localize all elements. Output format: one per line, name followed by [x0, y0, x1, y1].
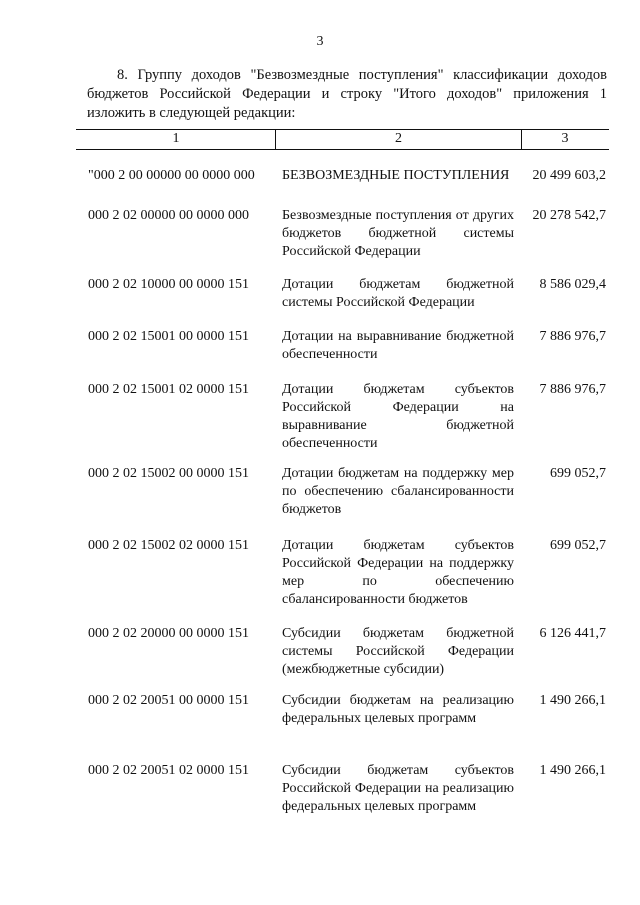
table-header-top-rule	[76, 129, 609, 130]
column-header-1: 1	[172, 131, 180, 146]
table-body	[0, 167, 640, 842]
intro-paragraph	[87, 66, 607, 123]
row-name: Субсидии бюджетам бюджетной системы Российской Федерации (межбюджетные субсидии)	[282, 626, 514, 677]
row-name: Дотации бюджетам субъектов Российской Федерации на поддержку мер по обеспечению сбалансированности бюджетов	[282, 538, 514, 607]
row-name: Дотации на выравнивание бюджетной обеспеченности	[282, 329, 514, 362]
row-code: 000 2 02 20051 00 0000 151	[88, 693, 249, 708]
row-code: 000 2 02 15001 02 0000 151	[88, 382, 249, 397]
table-row	[0, 625, 640, 692]
table-row	[0, 692, 640, 762]
row-amount: 7 886 976,7	[539, 382, 606, 397]
row-name: БЕЗВОЗМЕЗДНЫЕ ПОСТУПЛЕНИЯ	[282, 168, 510, 183]
table-row	[0, 762, 640, 842]
table-row	[0, 207, 640, 276]
table-row	[0, 328, 640, 381]
row-amount: 7 886 976,7	[539, 329, 606, 344]
table-row	[0, 381, 640, 465]
row-amount: 699 052,7	[550, 538, 606, 553]
row-code: 000 2 02 15002 00 0000 151	[88, 466, 249, 481]
row-code: "000 2 00 00000 00 0000 000	[88, 168, 255, 183]
row-code: 000 2 02 10000 00 0000 151	[88, 277, 249, 292]
row-code: 000 2 02 20051 02 0000 151	[88, 763, 249, 778]
table-row	[0, 276, 640, 328]
row-amount: 20 278 542,7	[532, 208, 606, 223]
column-header-3: 3	[561, 131, 569, 146]
row-name: Дотации бюджетам бюджетной системы Российской Федерации	[282, 277, 514, 310]
table-row	[0, 167, 640, 207]
table-header	[76, 131, 609, 148]
row-name: Дотации бюджетам на поддержку мер по обеспечению сбалансированности бюджетов	[282, 466, 514, 517]
table-header-bottom-rule	[76, 149, 609, 150]
row-code: 000 2 02 15001 00 0000 151	[88, 329, 249, 344]
row-name: Субсидии бюджетам субъектов Российской Федерации на реализацию федеральных целевых программ	[282, 763, 514, 814]
row-name: Безвозмездные поступления от других бюджетов бюджетной системы Российской Федерации	[282, 208, 514, 259]
row-amount: 699 052,7	[550, 466, 606, 481]
table-row	[0, 537, 640, 625]
row-code: 000 2 02 00000 00 0000 000	[88, 208, 249, 223]
column-header-2: 2	[395, 131, 402, 146]
table-row	[0, 465, 640, 537]
row-code: 000 2 02 15002 02 0000 151	[88, 538, 249, 553]
row-name: Дотации бюджетам субъектов Российской Федерации на выравнивание бюджетной обеспеченности	[282, 382, 514, 451]
row-amount: 8 586 029,4	[539, 277, 606, 292]
row-amount: 1 490 266,1	[539, 763, 606, 778]
row-code: 000 2 02 20000 00 0000 151	[88, 626, 249, 641]
page-number: 3	[316, 34, 324, 49]
row-name: Субсидии бюджетам на реализацию федеральных целевых программ	[282, 693, 514, 726]
intro-text: 8. Группу доходов "Безвозмездные поступления" классификации доходов бюджетов Российской Федерации и строку "Итого доходов" приложения 1 изложить в следующей редакции:	[87, 67, 607, 121]
row-amount: 1 490 266,1	[539, 693, 606, 708]
row-amount: 20 499 603,2	[532, 168, 606, 183]
row-amount: 6 126 441,7	[539, 626, 606, 641]
